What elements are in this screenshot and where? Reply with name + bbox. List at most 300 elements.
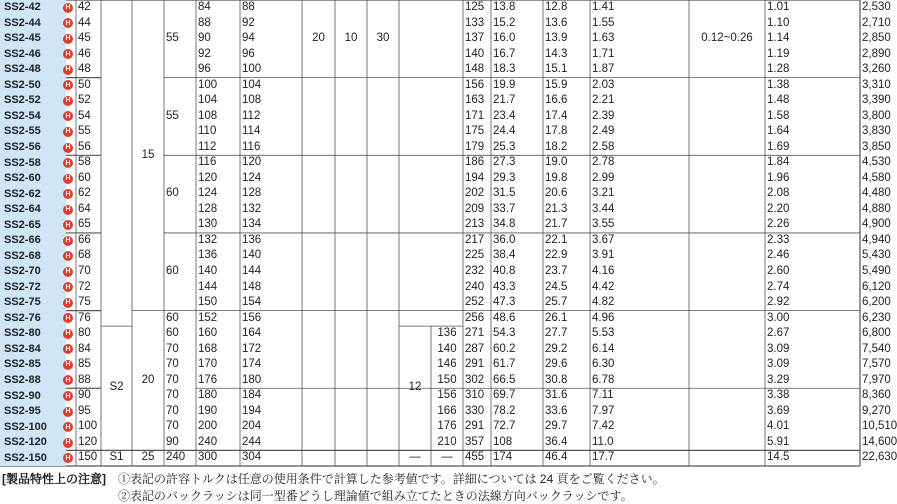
- value-cell-c11: 125: [465, 1, 485, 13]
- h-mark-icon: H: [63, 205, 73, 215]
- value-cell-c12: 78.2: [493, 404, 516, 417]
- teeth-cell: 60: [78, 171, 91, 184]
- value-cell-c14: 3.55: [592, 218, 615, 231]
- h-mark-icon-cell: [60, 93, 76, 109]
- value-cell-c13: 20.6: [545, 187, 568, 200]
- value-cell-c12: 47.3: [493, 296, 516, 309]
- h-mark-icon-cell: [60, 233, 76, 249]
- value-cell-c16: 1.10: [767, 16, 790, 29]
- value-cell-c12: 54.3: [493, 327, 516, 340]
- value-cell-c5: 180: [242, 373, 262, 386]
- value-cell-c17: 6,120: [862, 280, 891, 293]
- teeth-cell: 48: [78, 63, 91, 76]
- value-cell-c12: 36.0: [493, 233, 516, 246]
- value-cell-c5: 136: [242, 233, 262, 246]
- value-cell-c17: 9,270: [862, 404, 891, 417]
- value-cell-c17: 22,630: [862, 451, 897, 464]
- model-cell: SS2-88: [0, 373, 66, 389]
- model-cell: SS2-62: [0, 186, 66, 202]
- h-mark-icon: H: [63, 127, 73, 137]
- value-cell-c16: 1.64: [767, 125, 790, 138]
- merged-cell-c3: 60: [166, 187, 179, 200]
- value-cell-c14: 2.99: [592, 171, 615, 184]
- value-cell-c17: 2,530: [862, 1, 891, 13]
- model-cell: SS2-60: [0, 171, 66, 187]
- h-mark-icon: H: [63, 220, 73, 230]
- value-cell-c13: 18.2: [545, 140, 568, 153]
- h-mark-icon-cell: [60, 124, 76, 140]
- value-cell-c16: 2.26: [767, 218, 790, 231]
- value-cell-c14: 3.21: [592, 187, 615, 200]
- h-mark-icon: H: [63, 407, 73, 417]
- value-cell-c14: 6.30: [592, 358, 615, 371]
- value-cell-c17: 3,260: [862, 63, 891, 76]
- model-cell: SS2-75: [0, 295, 66, 311]
- h-mark-icon-cell: [60, 311, 76, 327]
- value-cell-c4: 100: [198, 78, 218, 91]
- value-cell-c13: 23.7: [545, 265, 568, 277]
- value-cell-c14: 11.0: [592, 435, 614, 448]
- value-cell-c17: 7,540: [862, 342, 891, 355]
- value-cell-c17: 2,890: [862, 47, 891, 60]
- h-mark-icon-cell: [60, 155, 76, 171]
- value-cell-c11: 217: [465, 233, 485, 246]
- value-cell-c14: 1.87: [592, 63, 615, 76]
- h-mark-icon: H: [63, 313, 73, 323]
- value-cell-c3: 70: [166, 404, 179, 417]
- value-cell-c13: 16.6: [545, 94, 568, 107]
- teeth-cell: 95: [78, 404, 91, 417]
- value-cell-c10: 166: [437, 404, 457, 417]
- merged-cell-c7: 10: [344, 32, 358, 45]
- h-mark-icon-cell: [60, 78, 76, 94]
- model-cell: SS2-66: [0, 233, 66, 249]
- value-cell-c10: 210: [437, 435, 457, 448]
- teeth-cell: 55: [78, 125, 91, 138]
- value-cell-c16: 3.00: [767, 311, 790, 324]
- value-cell-c16: 1.84: [767, 156, 790, 169]
- value-cell-c11: 310: [465, 389, 485, 402]
- merged-cell-c3: 55: [166, 109, 179, 122]
- model-cell: SS2-80: [0, 326, 66, 342]
- value-cell-c11: 156: [465, 78, 485, 91]
- merged-cell-c3: 55: [166, 32, 179, 45]
- value-cell-c10: 156: [437, 389, 457, 402]
- value-cell-c11: 194: [465, 171, 485, 184]
- value-cell-c17: 3,390: [862, 94, 891, 107]
- value-cell-c11: 213: [465, 218, 485, 231]
- value-cell-c14: 2.49: [592, 125, 615, 138]
- teeth-cell: 64: [78, 202, 91, 215]
- value-cell-c12: 27.3: [493, 156, 516, 169]
- h-mark-icon-cell: [60, 342, 76, 358]
- value-cell-c12: 43.3: [493, 280, 516, 293]
- teeth-cell: 54: [78, 109, 91, 122]
- value-cell-c10: 146: [437, 358, 457, 371]
- value-cell-c4: 132: [198, 233, 218, 246]
- h-mark-icon-cell: [60, 280, 76, 296]
- model-cell: SS2-54: [0, 109, 66, 125]
- value-cell-c11: 175: [465, 125, 485, 138]
- value-cell-c13: 15.1: [545, 63, 568, 76]
- value-cell-c14: 5.53: [592, 327, 615, 340]
- value-cell-c13: 24.5: [545, 280, 568, 293]
- value-cell-c11: 240: [465, 280, 485, 293]
- h-mark-icon-cell: [60, 435, 76, 451]
- value-cell-c14: 4.16: [592, 265, 615, 277]
- value-cell-c12: 34.8: [493, 218, 516, 231]
- value-cell-c10: 150: [437, 373, 457, 386]
- teeth-cell: 85: [78, 358, 91, 371]
- value-cell-c13: 15.9: [545, 78, 568, 91]
- value-cell-c14: 1.41: [592, 1, 615, 13]
- h-mark-icon-cell: [60, 419, 76, 435]
- value-cell-c12: 31.5: [493, 187, 516, 200]
- h-mark-icon-cell: [60, 373, 76, 389]
- value-cell-c16: 1.38: [767, 78, 790, 91]
- value-cell-c14: 2.78: [592, 156, 615, 169]
- value-cell-c16: 1.01: [767, 1, 790, 13]
- value-cell-c13: 25.7: [545, 296, 568, 309]
- merged-cell-c3: 60: [166, 265, 179, 277]
- model-cell: SS2-90: [0, 388, 66, 404]
- model-cell: SS2-44: [0, 16, 66, 32]
- model-cell: SS2-50: [0, 78, 66, 94]
- value-cell-c12: 16.0: [493, 32, 516, 45]
- h-mark-icon: H: [63, 174, 73, 184]
- value-cell-c3: 70: [166, 358, 179, 371]
- value-cell-c13: 36.4: [545, 435, 568, 448]
- product-notes: [0, 468, 860, 502]
- value-cell-c17: 3,310: [862, 78, 891, 91]
- model-cell: SS2-72: [0, 280, 66, 296]
- value-cell-c11: 291: [465, 358, 485, 371]
- value-cell-c14: 2.21: [592, 94, 615, 107]
- value-cell-c16: 1.58: [767, 109, 790, 122]
- value-cell-c17: 6,800: [862, 327, 891, 340]
- value-cell-c11: 140: [465, 47, 485, 60]
- value-cell-c14: 4.82: [592, 296, 615, 309]
- teeth-cell: 80: [78, 327, 91, 340]
- value-cell-c17: 6,200: [862, 296, 891, 309]
- model-cell: SS2-42: [0, 0, 66, 16]
- value-cell-c5: 204: [242, 420, 262, 433]
- model-cell: SS2-58: [0, 155, 66, 171]
- value-cell-c4: 200: [198, 420, 218, 433]
- h-mark-icon-cell: [60, 171, 76, 187]
- teeth-cell: 65: [78, 218, 91, 231]
- notes-heading: [製品特性上の注意]: [2, 472, 106, 486]
- value-cell-c11: 209: [465, 202, 485, 215]
- h-mark-icon-cell: [60, 109, 76, 125]
- h-mark-icon: H: [63, 453, 73, 463]
- value-cell-c11: 171: [465, 109, 485, 122]
- teeth-cell: 120: [78, 435, 98, 448]
- value-cell-c4: 104: [198, 94, 218, 107]
- value-cell-c5: 116: [242, 140, 261, 153]
- teeth-cell: 52: [78, 94, 91, 107]
- model-cell: SS2-64: [0, 202, 66, 218]
- teeth-cell: 42: [78, 1, 91, 13]
- value-cell-c12: 72.7: [493, 420, 516, 433]
- value-cell-c12: 16.7: [493, 47, 516, 60]
- value-cell-c16: 1.14: [767, 32, 790, 45]
- value-cell-c4: 84: [198, 1, 211, 13]
- teeth-cell: 58: [78, 156, 91, 169]
- value-cell-c12: 21.7: [493, 94, 516, 107]
- note-torque: ①表記の許容トルクは任意の使用条件で計算した参考値です。詳細については 24 頁をご覧ください。: [118, 472, 665, 486]
- value-cell-c12: 38.4: [493, 249, 516, 262]
- value-cell-c17: 4,580: [862, 171, 891, 184]
- value-cell-c17: 3,830: [862, 125, 891, 138]
- value-cell-c16: 1.19: [767, 47, 790, 60]
- value-cell-c5: 156: [242, 311, 262, 324]
- value-cell-c13: 29.7: [545, 420, 568, 433]
- value-cell-c5: 124: [242, 171, 262, 184]
- value-cell-c14: 7.42: [592, 420, 615, 433]
- value-cell-c16: 3.69: [767, 404, 790, 417]
- value-cell-c14: 2.39: [592, 109, 615, 122]
- value-cell-c10: —: [441, 451, 453, 464]
- value-cell-c13: 13.6: [545, 16, 568, 29]
- value-cell-c5: 174: [242, 358, 262, 371]
- value-cell-c11: 163: [465, 94, 485, 107]
- value-cell-c16: 1.28: [767, 63, 790, 76]
- note-backlash: ②表記のバックラッシは同一型番どうし理論値で組み立てたときの法線方向バックラッシです。: [118, 489, 633, 503]
- model-cell: SS2-68: [0, 248, 66, 264]
- teeth-cell: 72: [78, 280, 91, 293]
- value-cell-c16: 2.74: [767, 280, 790, 293]
- h-mark-icon-cell: [60, 264, 76, 280]
- value-cell-c5: 94: [242, 32, 255, 45]
- value-cell-c16: 2.08: [767, 187, 790, 200]
- value-cell-c16: 4.01: [767, 420, 790, 433]
- h-mark-icon: H: [63, 34, 73, 44]
- value-cell-c4: 116: [198, 156, 217, 169]
- value-cell-c16: 3.29: [767, 373, 790, 386]
- value-cell-c10: 140: [437, 342, 457, 355]
- value-cell-c3: 90: [166, 435, 179, 448]
- value-cell-c17: 4,880: [862, 202, 891, 215]
- model-cell: SS2-76: [0, 311, 66, 327]
- value-cell-c17: 4,940: [862, 233, 891, 246]
- h-mark-icon: H: [63, 158, 73, 168]
- value-cell-c13: 27.7: [545, 327, 568, 340]
- h-mark-icon-cell: [60, 186, 76, 202]
- value-cell-c14: 4.96: [592, 311, 615, 324]
- h-mark-icon: H: [63, 438, 73, 448]
- teeth-cell: 56: [78, 140, 91, 153]
- teeth-cell: 62: [78, 187, 91, 200]
- model-cell: SS2-48: [0, 62, 66, 78]
- value-cell-c11: 256: [465, 311, 485, 324]
- value-cell-c2: 25: [141, 451, 155, 464]
- value-cell-c13: 22.9: [545, 249, 568, 262]
- teeth-cell: 45: [78, 32, 91, 45]
- value-cell-c14: 3.44: [592, 202, 615, 215]
- value-cell-c5: 140: [242, 249, 262, 262]
- h-mark-icon: H: [63, 282, 73, 292]
- value-cell-c4: 190: [198, 404, 218, 417]
- h-mark-icon-cell: [60, 248, 76, 264]
- value-cell-c13: 19.8: [545, 171, 568, 184]
- value-cell-c13: 26.1: [545, 311, 568, 324]
- h-mark-icon-cell: [60, 295, 76, 311]
- value-cell-c10: 176: [437, 420, 457, 433]
- model-cell: SS2-95: [0, 404, 66, 420]
- value-cell-c12: 23.4: [493, 109, 516, 122]
- value-cell-c14: 1.71: [592, 47, 615, 60]
- value-cell-c5: 112: [242, 109, 261, 122]
- value-cell-c4: 300: [198, 451, 218, 464]
- value-cell-c13: 14.3: [545, 47, 568, 60]
- merged-cell-c9: 12: [408, 381, 422, 394]
- value-cell-c12: 108: [493, 435, 513, 448]
- value-cell-c4: 130: [198, 218, 218, 231]
- teeth-cell: 76: [78, 311, 91, 324]
- value-cell-c11: 455: [465, 451, 485, 464]
- h-mark-icon: H: [63, 3, 73, 13]
- value-cell-c13: 13.9: [545, 32, 568, 45]
- value-cell-c14: 3.67: [592, 233, 615, 246]
- value-cell-c4: 144: [198, 280, 218, 293]
- value-cell-c11: 186: [465, 156, 485, 169]
- h-mark-icon-cell: [60, 326, 76, 342]
- value-cell-c17: 8,360: [862, 389, 891, 402]
- teeth-cell: 50: [78, 78, 91, 91]
- value-cell-c5: 88: [242, 1, 255, 13]
- teeth-cell: 100: [78, 420, 98, 433]
- value-cell-c11: 330: [465, 404, 485, 417]
- value-cell-c14: 4.42: [592, 280, 615, 293]
- h-mark-icon-cell: [60, 202, 76, 218]
- value-cell-c5: 184: [242, 389, 262, 402]
- value-cell-c11: 179: [465, 140, 485, 153]
- value-cell-c16: 2.60: [767, 265, 790, 277]
- value-cell-c16: 1.69: [767, 140, 790, 153]
- value-cell-c13: 21.7: [545, 218, 568, 231]
- value-cell-c4: 92: [198, 47, 211, 60]
- value-cell-c12: 29.3: [493, 171, 516, 184]
- value-cell-c11: 252: [465, 296, 485, 309]
- value-cell-c17: 6,230: [862, 311, 891, 324]
- h-mark-icon-cell: [60, 450, 76, 466]
- value-cell-c4: 124: [198, 187, 218, 200]
- value-cell-c17: 2,850: [862, 32, 891, 45]
- value-cell-c12: 174: [493, 451, 513, 464]
- value-cell-c4: 108: [198, 109, 218, 122]
- value-cell-c5: 114: [242, 125, 261, 138]
- value-cell-c13: 17.8: [545, 125, 568, 138]
- h-mark-icon: H: [63, 329, 73, 339]
- teeth-cell: 70: [78, 265, 91, 277]
- h-mark-icon: H: [63, 236, 73, 246]
- value-cell-c12: 69.7: [493, 389, 516, 402]
- h-mark-icon: H: [63, 375, 73, 385]
- h-mark-icon: H: [63, 360, 73, 370]
- value-cell-c5: 96: [242, 47, 255, 60]
- merged-cell-c6: 20: [312, 32, 325, 45]
- value-cell-c16: 14.5: [767, 451, 790, 464]
- value-cell-c4: 112: [198, 140, 217, 153]
- value-cell-c17: 10,510: [862, 420, 897, 433]
- teeth-cell: 66: [78, 233, 91, 246]
- value-cell-c4: 150: [198, 296, 218, 309]
- value-cell-c10: 136: [437, 327, 457, 340]
- value-cell-c5: 172: [242, 342, 262, 355]
- value-cell-c5: 120: [242, 156, 262, 169]
- value-cell-c5: 304: [242, 451, 262, 464]
- h-mark-icon-cell: [60, 0, 76, 16]
- value-cell-c11: 287: [465, 342, 485, 355]
- teeth-cell: 46: [78, 47, 91, 60]
- value-cell-c12: 40.8: [493, 265, 516, 277]
- model-cell: SS2-52: [0, 93, 66, 109]
- value-cell-c16: 2.92: [767, 296, 790, 309]
- h-mark-icon-cell: [60, 16, 76, 32]
- value-cell-c11: 232: [465, 265, 485, 277]
- model-cell: SS2-150: [0, 450, 66, 466]
- value-cell-c17: 4,900: [862, 218, 891, 231]
- value-cell-c12: 18.3: [493, 63, 516, 76]
- value-cell-c4: 180: [198, 389, 218, 402]
- value-cell-c5: 148: [242, 280, 262, 293]
- value-cell-c12: 13.8: [493, 1, 516, 13]
- value-cell-c5: 128: [242, 187, 262, 200]
- value-cell-c14: 6.78: [592, 373, 615, 386]
- value-cell-c12: 61.7: [493, 358, 516, 371]
- value-cell-c11: 225: [465, 249, 485, 262]
- value-cell-c16: 3.09: [767, 358, 790, 371]
- value-cell-c4: 128: [198, 202, 218, 215]
- teeth-cell: 84: [78, 342, 91, 355]
- value-cell-c12: 24.4: [493, 125, 516, 138]
- value-cell-c11: 137: [465, 32, 485, 45]
- h-mark-icon: H: [63, 391, 73, 401]
- value-cell-c17: 4,480: [862, 187, 891, 200]
- h-mark-icon-cell: [60, 217, 76, 233]
- h-mark-icon: H: [63, 344, 73, 354]
- value-cell-c4: 120: [198, 171, 218, 184]
- value-cell-c5: 132: [242, 202, 262, 215]
- value-cell-c12: 25.3: [493, 140, 516, 153]
- value-cell-c16: 1.96: [767, 171, 790, 184]
- value-cell-c16: 2.67: [767, 327, 790, 340]
- model-cell: SS2-56: [0, 140, 66, 156]
- merged-cell-c2: 20: [141, 373, 155, 386]
- h-mark-icon-cell: [60, 31, 76, 47]
- value-cell-c14: 7.11: [592, 389, 614, 402]
- value-cell-c17: 5,490: [862, 265, 891, 277]
- value-cell-c13: 17.4: [545, 109, 568, 122]
- value-cell-c11: 202: [465, 187, 485, 200]
- value-cell-c12: 33.7: [493, 202, 516, 215]
- value-cell-c14: 6.14: [592, 342, 615, 355]
- value-cell-c3: 70: [166, 420, 179, 433]
- value-cell-c12: 19.9: [493, 78, 516, 91]
- value-cell-c13: 12.8: [545, 1, 568, 13]
- value-cell-c4: 88: [198, 16, 211, 29]
- value-cell-c14: 7.97: [592, 404, 615, 417]
- value-cell-c16: 2.33: [767, 233, 790, 246]
- value-cell-c4: 160: [198, 327, 218, 340]
- value-cell-c4: 140: [198, 265, 218, 277]
- h-mark-icon: H: [63, 298, 73, 308]
- value-cell-c9: —: [409, 451, 421, 464]
- value-cell-c16: 3.09: [767, 342, 790, 355]
- value-cell-c17: 2,710: [862, 16, 891, 29]
- value-cell-c16: 3.38: [767, 389, 790, 402]
